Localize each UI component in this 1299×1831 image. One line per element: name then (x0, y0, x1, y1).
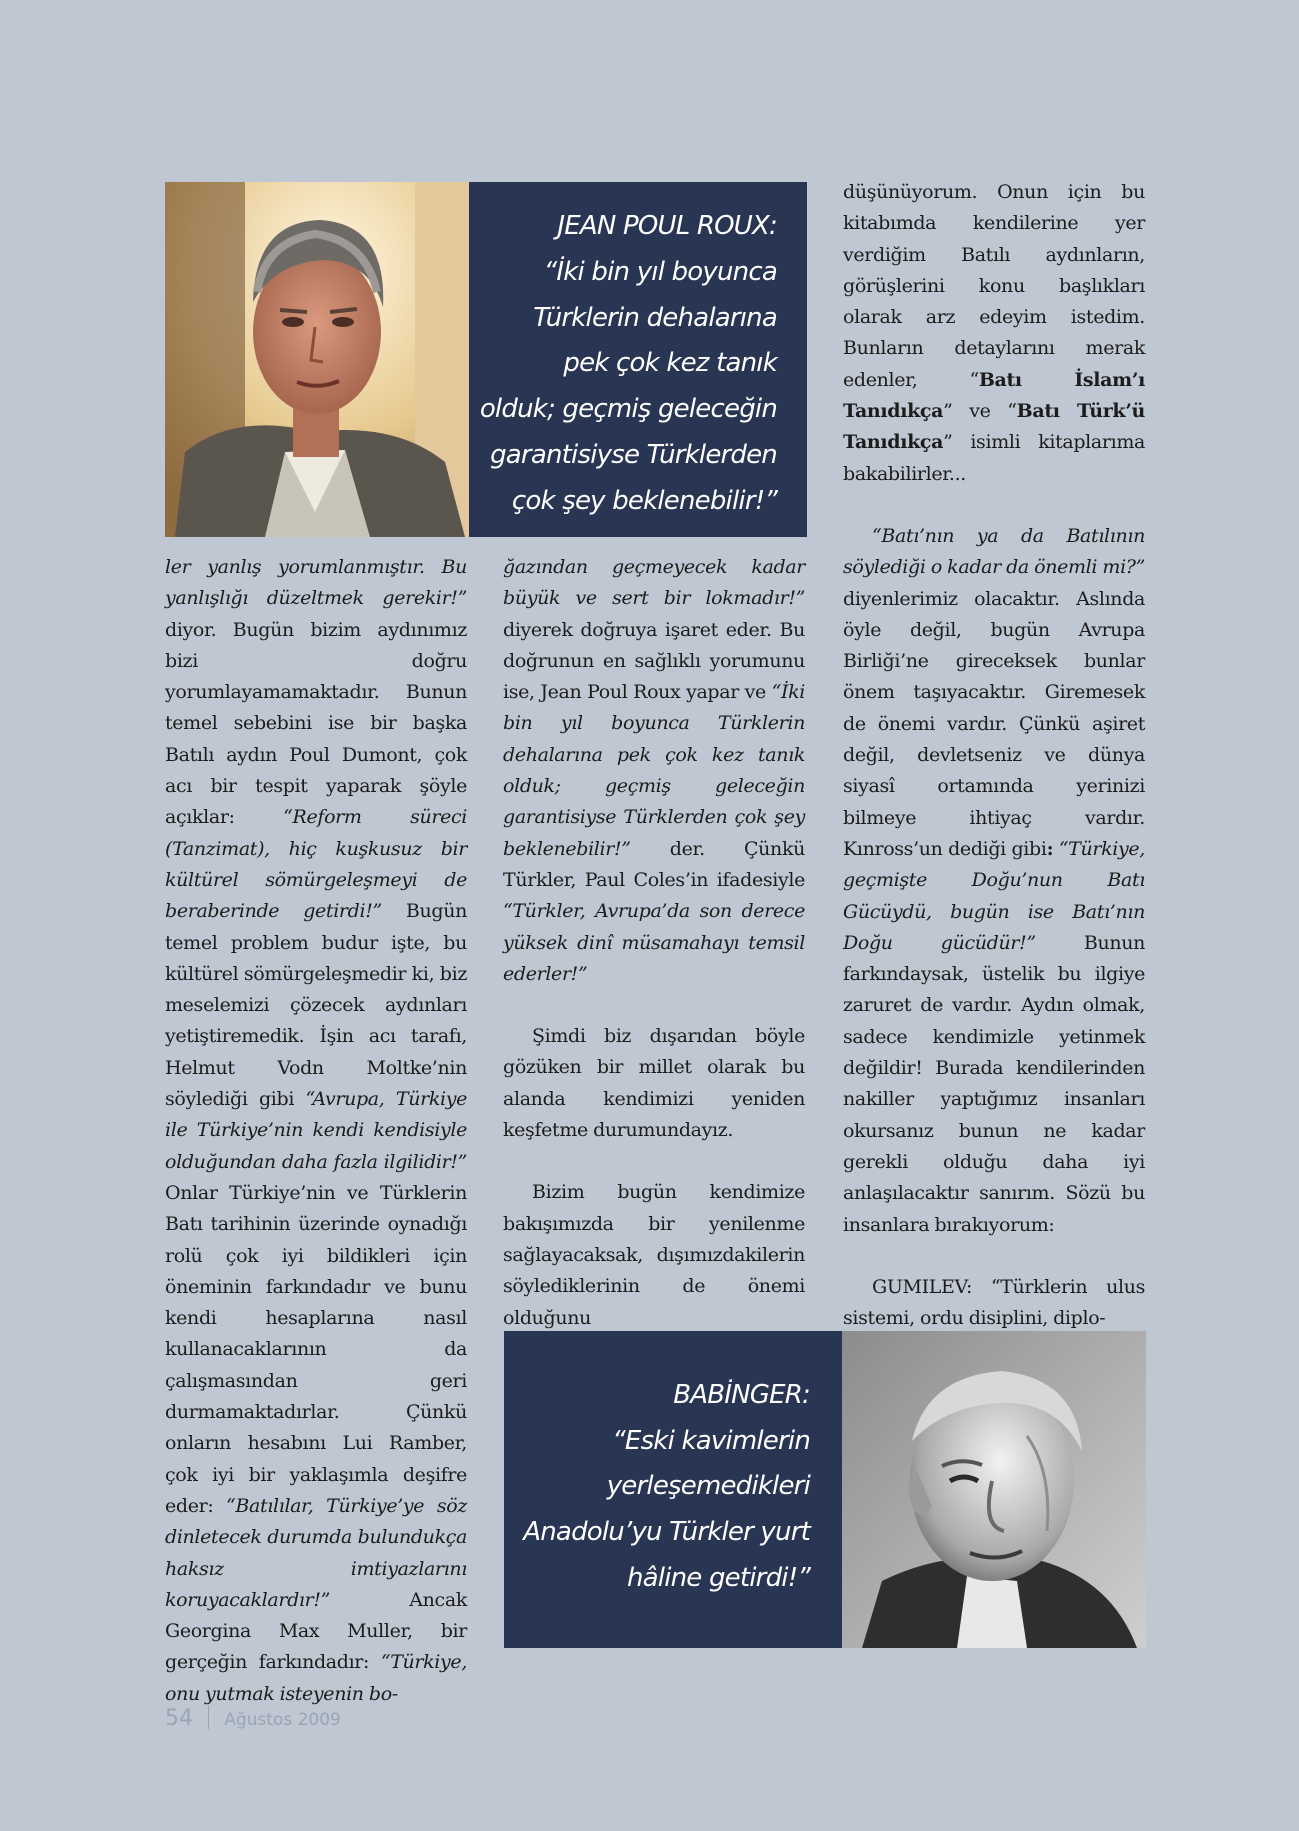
quoted-text: “Batılılar, Türkiye’ye söz dinletecek durumda bulundukça haksız imtiyazlarını koruyacaklardır!” (165, 1494, 467, 1611)
quote-line: hâline getirdi!” (626, 1562, 810, 1593)
text-run: düşünüyorum. Onun için bu kitabımda kendilerine yer verdiğim Batılı aydınların, görüşlerini konu başlıkları olarak arz edeyim istedim. Bunların detaylarını merak edenler, “ (843, 181, 1145, 391)
babinger-quote-box (504, 1331, 842, 1648)
text-run: Ancak Georgina Max Muller, bir gerçeğin farkındadır: (165, 1588, 467, 1674)
text-run: Bizim bugün kendimize bakışımızda bir yenilenme sağlayacaksak, dışımızdakilerin söylediklerinin de önemi olduğunu (503, 1181, 805, 1329)
quote-line: pek çok kez tanık (563, 348, 777, 379)
paragraph (503, 1021, 805, 1146)
quote-line: Türklerin dehalarına (533, 302, 777, 333)
paragraph (503, 552, 805, 990)
quoted-text: “Türkler, Avrupa’da son derece yüksek dinî müsamahayı temsil ederler!” (503, 900, 805, 985)
jean-poul-roux-quote (467, 204, 777, 525)
issue-date: Ağustos 2009 (224, 1710, 341, 1730)
book-title: Batı Türk’ü Tanıdıkça (843, 400, 1145, 454)
quoted-text: “İki bin yıl boyunca Türklerin dehalarına pek çok kez tanık olduk; geçmiş geleceğin garantisiyse Türklerden çok şey beklenebilir!” (503, 681, 805, 860)
page-footer (165, 1705, 341, 1731)
text-run: diyor. Bugün bizim aydınımız bizi doğru yorumlayamamaktadır. Bunun temel sebebini ise bir başka Batılı aydın Poul Dumont, çok acı bir tespit yaparak şöyle açıklar: (165, 618, 467, 829)
article-column-1 (165, 552, 467, 1710)
quoted-text: “Türkiye, geçmişte Doğu’nun Batı Gücüydü, bugün ise Batı’nın Doğu gücüdür!” (843, 837, 1145, 954)
book-title: Batı İslam’ı Tanıdıkça (843, 368, 1145, 423)
quoted-text: “Türkiye, onu yutmak isteyenin bo- (165, 1651, 467, 1705)
quoted-text: “Avrupa, Türkiye ile Türkiye’nin kendi kendisiyle olduğundan daha fazla ilgilidir!” (165, 1088, 467, 1173)
babinger-quote (500, 1373, 810, 1602)
text-run: Bugün temel problem budur işte, bu kültürel sömürgeleşmedir ki, biz meselemizi çözecek aydınları yetiştiremedik. İşin acı tarafı, Helmut Vodn Moltke’nin söylediği gibi (165, 900, 467, 1111)
paragraph (843, 177, 1145, 490)
quoted-text: ğazından geçmeyecek kadar büyük ve sert bir lokmadır!” (503, 556, 805, 610)
quote-line: Anadolu’yu Türkler yurt (523, 1517, 810, 1548)
quote-line: olduk; geçmiş geleceğin (479, 394, 777, 425)
article-column-2 (503, 552, 805, 1334)
footer-divider (208, 1705, 209, 1729)
page-number: 54 (165, 1706, 193, 1731)
text-run: Onlar Türkiye’nin ve Türklerin Batı tarihinin üzerinde oynadığı rolü çok iyi bildikleri için öneminin farkındadır ve bunu kendi hesaplarına nasıl kullanacaklarının da çalışmasından geri durmamaktadırlar. Çünkü onların hesabını Lui Ramber, çok iyi bir yaklaşımla deşifre eder: (165, 1181, 467, 1517)
babinger-photo (842, 1331, 1146, 1648)
quote-line: “Eski kavimlerin (612, 1425, 810, 1456)
text-run: Bunun farkındaysak, üstelik bu ilgiye zaruret de vardır. Aydın olmak, sadece kendimizle yetinmek değildir! Burada kendilerinden nakiller yaptığımız insanları okursanız bunun ne kadar gerekli olduğu daha iyi anlaşılacaktır sanırım. Sözü bu insanlara bırakıyorum: (843, 931, 1145, 1236)
quoted-text: “Reform süreci (Tanzimat), hiç kuşkusuz bir kültürel sömürgeleşmeyi de beraberinde getirdi!” (165, 806, 467, 923)
text-run: Şimdi biz dışarıdan böyle gözüken bir millet olarak bu alanda kendimizi yeniden keşfetme durumundayız. (503, 1025, 805, 1142)
text-run: ” ve “ (943, 400, 1017, 423)
quote-line: “İki bin yıl boyunca (543, 256, 777, 287)
paragraph (503, 1177, 805, 1333)
quote-line: BABİNGER: (673, 1380, 810, 1410)
jean-poul-roux-photo (165, 182, 469, 537)
text-run: diyerek doğruya işaret eder. Bu doğrunun en sağlıklı yorumunu ise, Jean Poul Roux yapar ve (503, 618, 805, 704)
quoted-text: “Batı’nın ya da Batılının söylediği o kadar da önemli mi?” (843, 524, 1145, 579)
text-run: ” isimli kitaplarıma bakabilirler... (843, 431, 1145, 485)
text-run: diyenlerimiz olacaktır. Aslında öyle değil, bugün Avrupa Birliği’ne gireceksek bunlar önem taşıyacaktır. Giremesek de önemi vardır. Çünkü aşiret değil, devletseniz ve dünya siyasî ortamında yerinizi bilmeye ihtiyaç vardır. Kınross’un dediği gibi (843, 587, 1145, 860)
paragraph (843, 521, 1145, 1241)
quote-line: yerleşemedikleri (606, 1471, 810, 1502)
text-run: der. Çünkü Türkler, Paul Coles’in ifadesiyle (503, 837, 805, 891)
quote-line: çok şey beklenebilir!” (511, 485, 777, 516)
quote-line: JEAN POUL ROUX: (557, 211, 777, 241)
paragraph (165, 552, 467, 1710)
jean-poul-roux-quote-box (469, 182, 807, 537)
quoted-text: ler yanlış yorumlanmıştır. Bu yanlışlığı düzeltmek gerekir!” (165, 556, 467, 610)
article-column-3 (843, 177, 1145, 1334)
quote-line: garantisiyse Türklerden (490, 439, 777, 470)
paragraph (843, 1272, 1145, 1335)
text-run: GUMILEV: “Türklerin ulus sistemi, ordu disiplini, diplo- (843, 1275, 1145, 1330)
book-title: : (1046, 837, 1054, 860)
